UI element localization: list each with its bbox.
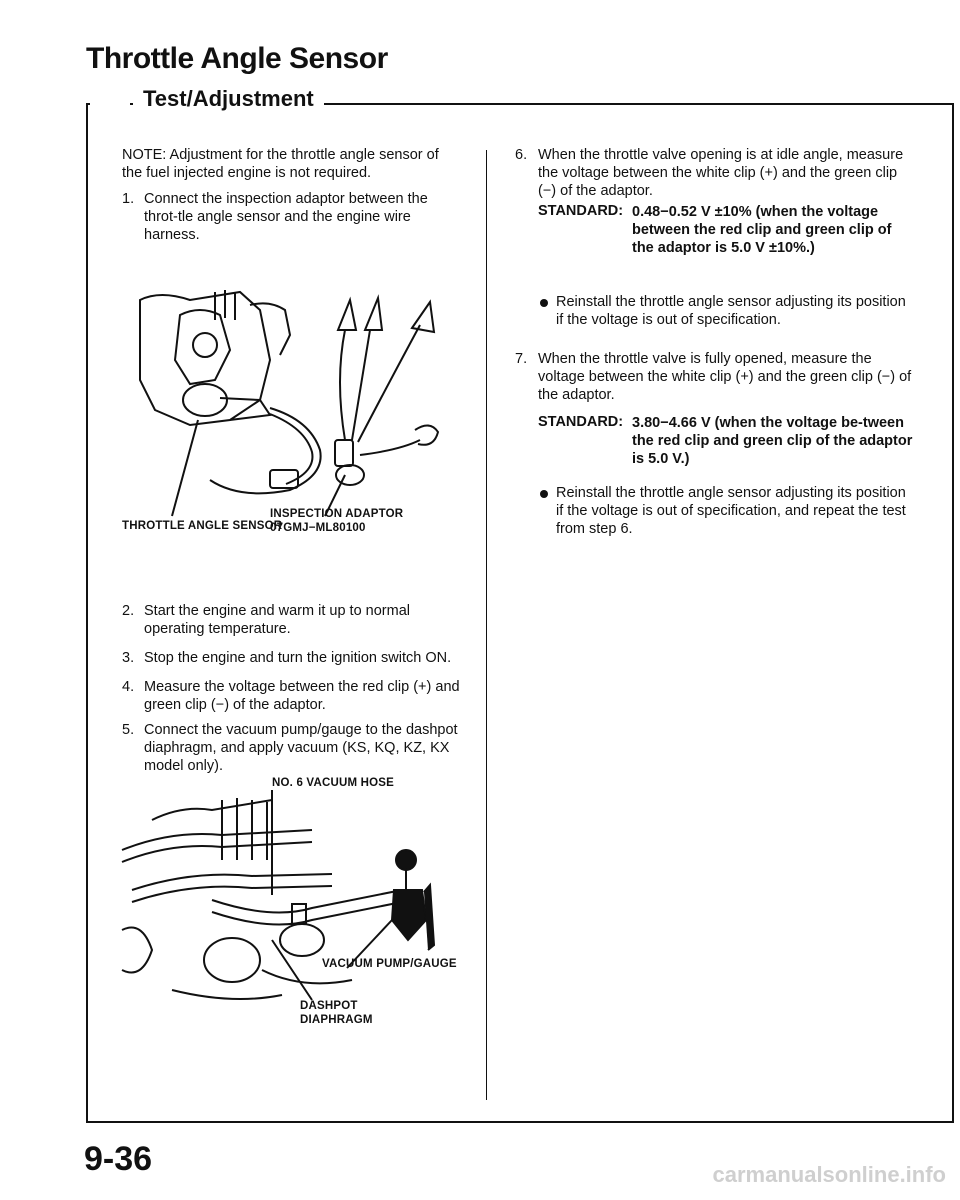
step-6-number: 6. [515,147,528,163]
step-7-standard-label: STANDARD: [538,414,624,430]
page-title: Throttle Angle Sensor [86,42,388,75]
label-throttle-angle-sensor: THROTTLE ANGLE SENSOR [122,520,283,532]
step-2-text: Start the engine and warm it up to normal operating temperature. [144,603,410,637]
step-6-standard-value: 0.48−0.52 V ±10% (when the voltage between the red clip and green clip of the adaptor is 5.0 V ±10%.) [632,204,892,256]
column-divider [486,150,487,1100]
label-vacuum-hose: NO. 6 VACUUM HOSE [272,777,395,789]
step-6-bullet-text: Reinstall the throttle angle sensor adjusting its position if the voltage is out of specification. [556,294,906,328]
step-1-text: Connect the inspection adaptor between the throt-tle angle sensor and the engine wire harness. [144,191,428,243]
step-7-bullet-text: Reinstall the throttle angle sensor adjusting its position if the voltage is out of specification, and repeat the test from step 6. [556,485,906,537]
step-6-bullet-icon [540,299,548,307]
label-vacuum-pump-gauge: VACUUM PUMP/GAUGE [322,958,457,970]
vacuum-pump-illustration [112,790,472,1020]
step-7-bullet-icon [540,490,548,498]
step-3-text: Stop the engine and turn the ignition switch ON. [144,650,452,666]
step-2-number: 2. [122,603,135,619]
note-text: NOTE: Adjustment for the throttle angle sensor of the fuel injected engine is not required. [122,147,439,181]
step-4-number: 4. [122,679,135,695]
label-dashpot: DASHPOT [300,1000,358,1012]
step-6-text: When the throttle valve opening is at idle angle, measure the voltage between the white clip (+) and the green clip (−) of the adaptor. [538,147,904,199]
step-7-standard-value: 3.80−4.66 V (when the voltage be-tween the red clip and green clip of the adaptor is 5.0 V.) [632,415,913,467]
step-7-number: 7. [515,351,528,367]
step-6-standard-label: STANDARD: [538,203,624,219]
label-diaphragm: DIAPHRAGM [300,1014,373,1026]
page-number: 9-36 [84,1140,153,1178]
footer-url: carmanualsonline.info [712,1162,946,1187]
label-inspection-adaptor: INSPECTION ADAPTOR [270,508,404,520]
step-1-number: 1. [122,191,135,207]
step-7-text: When the throttle valve is fully opened, measure the voltage between the white clip (+) and the green clip (−) of the adaptor. [538,351,912,403]
throttle-sensor-illustration [120,280,470,520]
step-5-number: 5. [122,722,135,738]
step-4-text: Measure the voltage between the red clip (+) and green clip (−) of the adaptor. [144,679,460,713]
step-3-number: 3. [122,650,135,666]
step-5-text: Connect the vacuum pump/gauge to the dashpot diaphragm, and apply vacuum (KS, KQ, KZ, KX model only). [144,722,458,774]
label-adaptor-part-number: 07GMJ−ML80100 [270,522,366,534]
section-subtitle: Test/Adjustment [133,86,324,112]
